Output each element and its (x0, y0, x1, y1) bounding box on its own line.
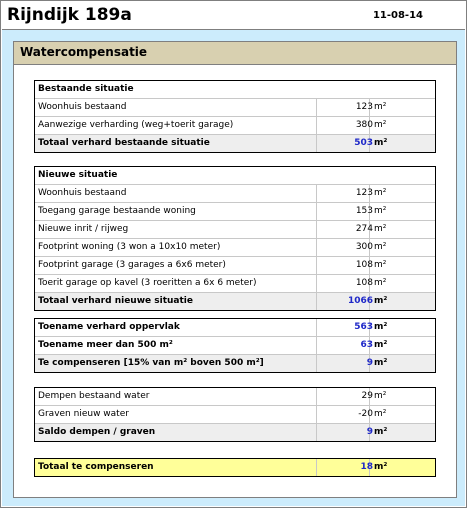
total-label: Totaal verhard bestaande situatie (38, 138, 210, 148)
panel-title: Watercompensatie (20, 45, 148, 59)
total-label: Te compenseren [15% van m² boven 500 m²] (38, 358, 264, 368)
row-value: 274 (355, 224, 373, 234)
section-dempen-graven (34, 387, 436, 442)
row-unit: m² (374, 102, 387, 112)
content-area (2, 30, 465, 506)
row-value: 153 (355, 206, 373, 216)
row-value: 380 (355, 120, 373, 130)
table-row (35, 117, 435, 135)
table-row (35, 406, 435, 424)
table-row (35, 221, 435, 239)
row-unit: m² (374, 391, 387, 401)
final-total-unit: m² (374, 462, 388, 472)
row-value: 123 (355, 102, 373, 112)
row-label: Graven nieuw water (38, 409, 129, 419)
watercompensatie-panel (13, 41, 457, 498)
row-label: Woonhuis bestaand (38, 188, 127, 198)
row-value: 123 (355, 188, 373, 198)
total-row (35, 135, 435, 152)
row-label: Toename meer dan 500 m² (38, 340, 173, 350)
page-title: Rijndijk 189a (7, 5, 132, 25)
row-label: Toerit garage op kavel (3 roeritten a 6x 6 meter) (38, 278, 257, 288)
title-bar (2, 2, 465, 30)
table-row (35, 337, 435, 355)
row-unit: m² (374, 260, 387, 270)
row-value: 108 (355, 278, 373, 288)
panel-header (14, 42, 456, 65)
total-row (35, 293, 435, 310)
row-unit: m² (374, 242, 387, 252)
table-row (35, 257, 435, 275)
total-label: Saldo dempen / graven (38, 427, 156, 437)
table-row (35, 185, 435, 203)
row-unit: m² (374, 120, 387, 130)
row-label: Aanwezige verharding (weg+toerit garage) (38, 120, 234, 130)
total-value: 9 (366, 427, 373, 437)
row-unit: m² (374, 409, 387, 419)
total-unit: m² (374, 427, 388, 437)
table-row (35, 203, 435, 221)
row-label: Dempen bestaand water (38, 391, 150, 401)
row-label: Toegang garage bestaande woning (38, 206, 196, 216)
section-heading-row (35, 167, 435, 185)
section-bestaande-situatie (34, 80, 436, 153)
row-label: Footprint garage (3 garages a 6x6 meter) (38, 260, 226, 270)
row-label: Footprint woning (3 won a 10x10 meter) (38, 242, 221, 252)
final-total-row (34, 458, 436, 477)
table-row (35, 239, 435, 257)
row-value: 300 (355, 242, 373, 252)
row-unit: m² (374, 224, 387, 234)
section-heading: Bestaande situatie (38, 84, 134, 94)
total-value: 503 (354, 138, 373, 148)
total-value: 9 (366, 358, 373, 368)
row-label: Toename verhard oppervlak (38, 322, 180, 332)
total-label: Totaal verhard nieuwe situatie (38, 296, 193, 306)
row-value: 108 (355, 260, 373, 270)
total-value: 1066 (347, 296, 373, 306)
row-unit: m² (374, 322, 388, 332)
final-total-label: Totaal te compenseren (38, 462, 154, 472)
row-value: 29 (361, 391, 373, 401)
section-nieuwe-situatie (34, 166, 436, 311)
total-row (35, 355, 435, 372)
table-row (35, 275, 435, 293)
date-label: 11-08-14 (372, 10, 423, 21)
total-unit: m² (374, 358, 388, 368)
row-unit: m² (374, 206, 387, 216)
table-row (35, 319, 435, 337)
row-label: Woonhuis bestaand (38, 102, 127, 112)
total-row (35, 424, 435, 441)
total-unit: m² (374, 138, 388, 148)
final-total-value: 18 (360, 462, 373, 472)
row-unit: m² (374, 278, 387, 288)
row-unit: m² (374, 340, 388, 350)
total-unit: m² (374, 296, 388, 306)
row-value: 563 (354, 322, 373, 332)
row-unit: m² (374, 188, 387, 198)
row-value: 63 (360, 340, 373, 350)
table-row (35, 99, 435, 117)
row-value: -20 (358, 409, 373, 419)
row-label: Nieuwe inrit / rijweg (38, 224, 129, 234)
section-toename (34, 318, 436, 373)
section-heading: Nieuwe situatie (38, 170, 118, 180)
section-heading-row (35, 81, 435, 99)
table-row (35, 388, 435, 406)
